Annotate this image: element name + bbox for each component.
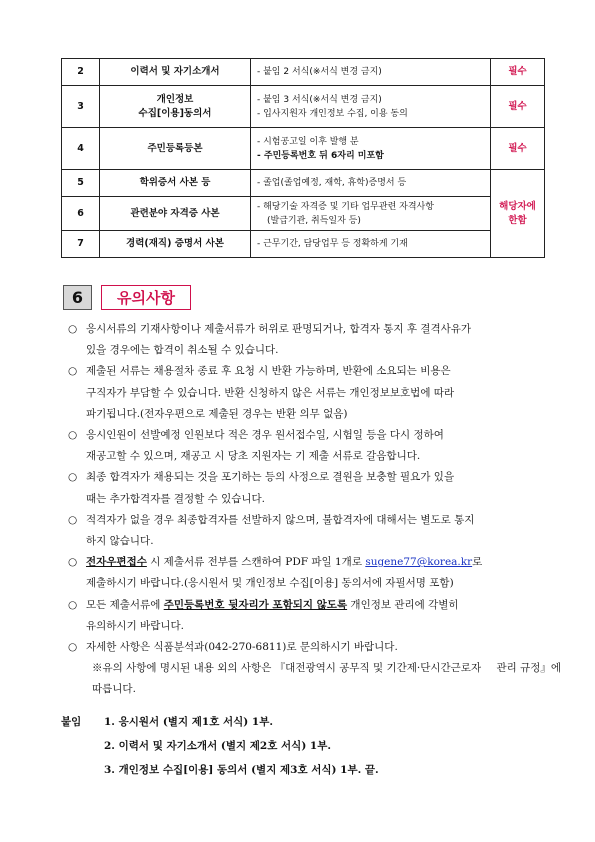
document-name-line: 이력서 및 자기소개서 [130, 66, 220, 77]
note-text: 있을 경우에는 합격이 취소될 수 있습니다. [86, 344, 279, 357]
bullet-icon: ○ [68, 556, 78, 569]
note-line: - 붙임 2 서식(※서식 변경 금지) [257, 67, 382, 77]
note-line: - 붙임 3 서식(※서식 변경 금지) [257, 94, 382, 105]
note-text: 적격자가 없을 경우 최종합격자를 선발하지 않으며, 불합격자에 대해서는 별도로 통지 [86, 513, 475, 526]
table-row [62, 86, 545, 128]
ssn-post-text: 개인정보 관리에 각별히 [347, 598, 459, 611]
list-item [64, 361, 564, 425]
required-badge: 필수 [491, 59, 545, 86]
note-text [86, 552, 564, 573]
document-note [251, 197, 491, 231]
row-number: 6 [62, 197, 100, 231]
list-item-ssn-warning [64, 595, 564, 637]
bullet-icon: ○ [68, 513, 78, 526]
email-submission-label: 전자우편접수 [86, 556, 147, 569]
note-text: 응시서류의 기재사항이나 제출서류가 허위로 판명되거나, 합격자 통지 후 결격사유가 [86, 323, 472, 335]
note-line: - 졸업(졸업예정, 재학, 휴학)증명서 등 [257, 178, 407, 188]
bullet-icon: ○ [68, 429, 78, 442]
note-line: - 입사지원자 개인정보 수집, 이용 동의 [257, 108, 408, 119]
required-documents-table [61, 58, 545, 258]
required-badge: 필수 [491, 86, 545, 128]
bullet-icon: ○ [68, 323, 78, 335]
document-name [100, 128, 251, 170]
bullet-icon: ○ [68, 641, 78, 654]
document-name-line: 주민등록등본 [147, 142, 203, 154]
document-name [100, 59, 251, 86]
note-text: 제출하시기 바랍니다.(응시원서 및 개인정보 수집[이용] 동의서에 자필서명 포함) [86, 577, 454, 590]
ssn-emphasis-text: 주민등록번호 뒷자리가 포함되지 않도록 [163, 598, 348, 611]
table-row [62, 231, 545, 258]
footnote [64, 658, 564, 700]
note-line: - 주민등록번호 뒤 6자리 미포함 [257, 150, 384, 161]
row-number: 5 [62, 170, 100, 197]
table-row [62, 197, 545, 231]
email-instruction-text: 시 제출서류 전부를 스캔하여 PDF 파일 1개로 [146, 556, 366, 569]
document-note [251, 59, 491, 86]
attachments [61, 710, 541, 782]
list-item [64, 425, 564, 467]
footnote-text: ※유의 사항에 명시된 내용 외의 사항은 『대전광역시 공무직 및 기간제·단시간근로자 [92, 662, 482, 675]
list-item-contact [64, 637, 564, 658]
document-name [100, 197, 251, 231]
note-line: (발급기관, 취득일자 등) [267, 215, 361, 226]
note-text: 자세한 사항은 식품분석과(042-270-6811)로 문의하시기 바랍니다. [86, 641, 398, 654]
attachment-row [61, 734, 541, 758]
list-item-email-submission [64, 552, 564, 594]
email-tail-text: 로 [472, 556, 483, 569]
document-note [251, 170, 491, 197]
list-item [64, 319, 564, 361]
attachments-label: 붙임 [61, 716, 82, 728]
bullet-icon: ○ [68, 365, 78, 378]
note-line: - 근무기간, 담당업무 등 정확하게 기재 [257, 239, 408, 249]
required-badge: 필수 [491, 128, 545, 170]
note-text: 제출된 서류는 채용절차 종료 후 요청 시 반환 가능하며, 반환에 소요되는 비용은 [86, 365, 451, 378]
section-title: 유의사항 [101, 285, 191, 310]
note-text: 하지 않습니다. [86, 535, 154, 548]
document-note [251, 86, 491, 128]
note-text [86, 595, 564, 616]
bullet-icon: ○ [68, 471, 78, 484]
document-name [100, 170, 251, 197]
section-number: 6 [63, 285, 92, 310]
row-number: 3 [62, 86, 100, 128]
document-name-line: 개인정보 [156, 93, 194, 105]
row-number: 2 [62, 59, 100, 86]
document-note [251, 231, 491, 258]
document-name-line: 수집[이용]동의서 [138, 107, 212, 119]
notes-list [64, 319, 564, 701]
note-text: 유의하시기 바랍니다. [86, 619, 184, 632]
list-item [64, 510, 564, 552]
note-line: - 해당기술 자격증 및 기타 업무관련 자격사항 [257, 201, 434, 212]
ssn-pre-text: 모든 제출서류에 [86, 598, 164, 611]
email-link[interactable]: sugene77@korea.kr [365, 556, 473, 569]
attachment-row [61, 710, 541, 734]
document-name-line: 학위증서 사본 등 [139, 177, 211, 188]
note-line: - 시험공고일 이후 발행 분 [257, 136, 359, 147]
badge-line: 한함 [508, 214, 527, 226]
note-text: 최종 합격자가 채용되는 것을 포기하는 등의 사정으로 결원을 보충할 필요가 있을 [86, 471, 455, 484]
table-row [62, 170, 545, 197]
note-text: 때는 추가합격자를 결정할 수 있습니다. [86, 492, 265, 505]
note-text: 재공고할 수 있으며, 재공고 시 당초 지원자는 기 제출 서류로 갈음합니다. [86, 450, 421, 463]
row-number: 4 [62, 128, 100, 170]
attachment-row [61, 758, 541, 782]
document-name [100, 231, 251, 258]
document-name-line: 관련분야 자격증 사본 [130, 207, 220, 219]
document-name [100, 86, 251, 128]
table-row [62, 59, 545, 86]
document-name-line: 경력(재직) 증명서 사본 [126, 238, 224, 249]
attachment-item: 1. 응시원서 (별지 제1호 서식) 1부. [104, 716, 274, 728]
attachment-item: 3. 개인정보 수집[이용] 동의서 (별지 제3호 서식) 1부. 끝. [104, 764, 379, 776]
note-text: 응시인원이 선발예정 인원보다 적은 경우 원서접수일, 시험일 등을 다시 정하여 [86, 429, 444, 442]
conditional-required-badge [491, 170, 545, 258]
footnote-text: 관리 규정』에 따릅니다. [92, 662, 562, 696]
note-text: 구직자가 부담할 수 있습니다. 반환 신청하지 않은 서류는 개인정보보호법에 따라 [86, 386, 455, 399]
badge-line: 해당자에 [499, 200, 536, 212]
note-text: 파기됩니다.(전자우편으로 제출된 경우는 반환 의무 없음) [86, 407, 348, 420]
row-number: 7 [62, 231, 100, 258]
table-row [62, 128, 545, 170]
bullet-icon: ○ [68, 598, 78, 611]
document-note [251, 128, 491, 170]
attachment-item: 2. 이력서 및 자기소개서 (별지 제2호 서식) 1부. [104, 740, 332, 752]
list-item [64, 467, 564, 509]
